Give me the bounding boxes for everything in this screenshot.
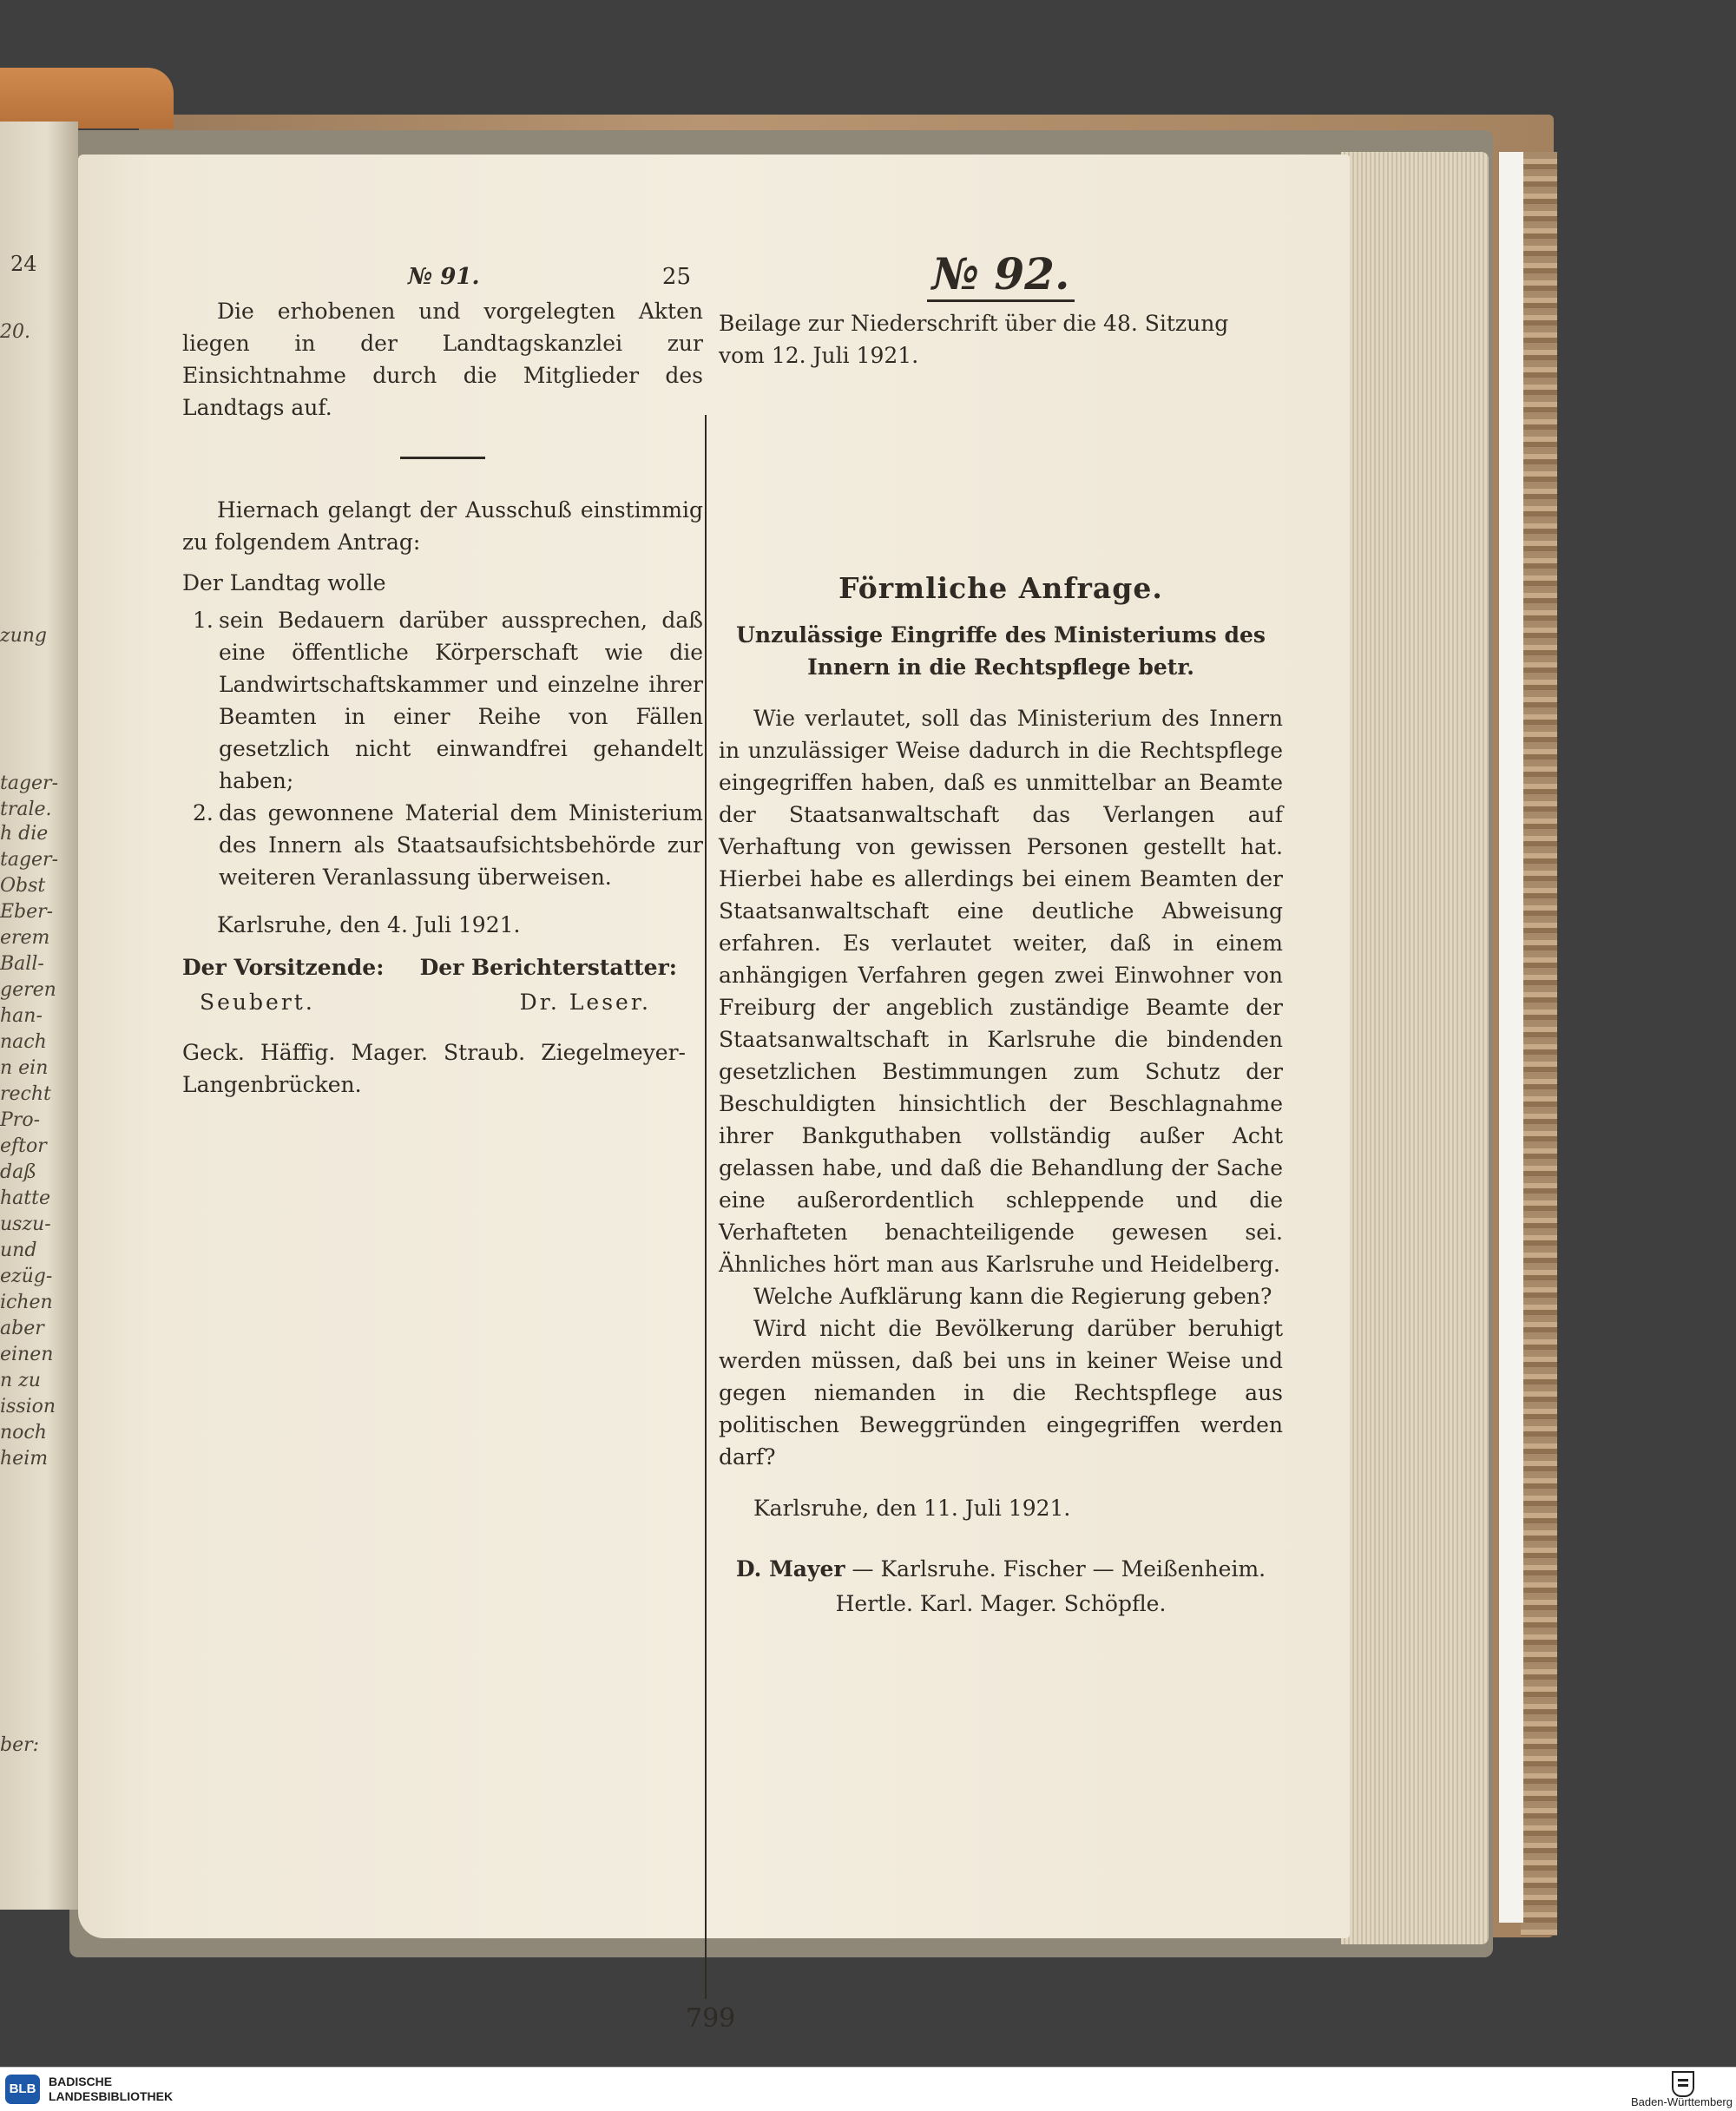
chair-name: Seubert.: [200, 990, 315, 1015]
doc91-number: № 91.: [408, 264, 480, 290]
doc92-subject: Unzulässige Eingriffe des Ministeriums des Innern in die Rechtspflege betr.: [736, 622, 1266, 680]
item-text: sein Bedauern darüber aussprechen, daß eine öffentliche Körperschaft wie die Landwirtschaftskammer und einzelne ihrer Beamten in einer Reihe von Fällen gesetzlich nicht einwandfrei gehandelt haben;: [219, 608, 703, 793]
doc91-header: [182, 260, 703, 295]
doc91-paragraph-2: Hiernach gelangt der Ausschuß einstimmig zu folgendem Antrag:: [182, 497, 703, 555]
doc92-supplement: Beilage zur Niederschrift über die 48. Sitzung: [719, 311, 1229, 336]
left-page-fragment: Ball-: [0, 953, 44, 975]
doc92-number: [719, 248, 1283, 300]
doc91-paragraph-3: Der Landtag wolle: [182, 570, 386, 595]
left-page: [0, 122, 78, 1910]
left-page-fragment: uszu-: [0, 1213, 51, 1235]
page-stack-edge: [1341, 152, 1489, 1944]
doc92-paragraph-1: Wie verlautet, soll das Ministerium des Innern in unzulässiger Weise dadurch in die Rechtspflege eingegriffen haben, daß es unmittelbar an Beamte der Staatsanwaltschaft das Verlangen auf Verhaftung von gewissen Personen gestellt hat. Hierbei habe es allerdings bei einem Beamten der Staatsanwaltschaft eine deutliche Abweisung erfahren. Es verlautet weiter, daß in einem anhängigen Verfahren gegen zwei Einwohner von Freiburg der angeblich zuständige Beamte der Staatsanwaltschaft in Karlsruhe die bindenden gesetzlichen Bestimmungen zum Schutz der Beschuldigten hinsichtlich der Beschlagnahme ihrer Bankguthaben vollständig außer Acht gelassen habe, und daß die Behandlung der Sache eine außerordentlich schleppende und die Verhafteten benachteiligende gewesen sei. Ähnliches hört man aus Karlsruhe und Heidelberg.: [719, 706, 1283, 1277]
left-page-fragment: daß: [0, 1161, 36, 1183]
section-rule: [400, 457, 485, 459]
doc92-heading: Förmliche Anfrage.: [838, 571, 1163, 605]
left-page-fragment: ission: [0, 1396, 56, 1417]
left-page-fragment: n zu: [0, 1370, 41, 1391]
left-page-fragment: n ein: [0, 1057, 49, 1079]
footer-bar: [0, 2067, 1736, 2111]
blb-logo[interactable]: BLB: [5, 2075, 40, 2104]
library-name[interactable]: [49, 2075, 173, 2104]
left-page-fragment: einen: [0, 1344, 54, 1365]
library-name-line-1: BADISCHE: [49, 2075, 113, 2088]
left-page-number: 24: [10, 252, 37, 276]
doc91-signatures: [182, 955, 703, 1024]
doc91-place-date: Karlsruhe, den 4. Juli 1921.: [217, 912, 521, 937]
item-number: 2.: [193, 800, 214, 825]
doc92-place-date: Karlsruhe, den 11. Juli 1921.: [753, 1496, 1071, 1521]
lead-signer: D. Mayer: [735, 1556, 845, 1582]
doc92-number-text: № 92.: [927, 248, 1075, 302]
left-page-fragment: und: [0, 1240, 37, 1261]
left-page-fragment: tager-: [0, 773, 59, 794]
left-page-fragment: eftor: [0, 1135, 47, 1157]
main-page: [78, 155, 1350, 2034]
left-page-fragment: ezüg-: [0, 1266, 53, 1287]
left-page-fragment: 20.: [0, 321, 30, 343]
left-page-fragment: recht: [0, 1083, 51, 1105]
left-page-fragment: ber:: [0, 1734, 40, 1756]
doc92-paragraph-2: Welche Aufklärung kann die Regierung geben?: [753, 1284, 1272, 1309]
item-number: 1.: [193, 608, 214, 633]
left-page-fragment: h die: [0, 823, 49, 845]
library-name-line-2: LANDESBIBLIOTHEK: [49, 2089, 174, 2103]
state-crest-icon: [1672, 2071, 1694, 2097]
left-page-fragment: zung: [0, 625, 48, 647]
page-number: 799: [686, 2003, 736, 2034]
left-page-fragment: tager-: [0, 849, 59, 871]
doc92-paragraph-3: Wird nicht die Bevölkerung darüber beruhigt werden müssen, daß bei uns in keiner Weise und gegen niemanden in die Rechtspflege aus politischen Beweggründen eingegriffen werden darf?: [719, 1316, 1283, 1470]
left-page-fragment: heim: [0, 1448, 49, 1470]
doc91-signed-by: Geck. Häffig. Mager. Straub. Ziegelmeyer-Langenbrücken.: [182, 1040, 686, 1097]
document-92: [719, 248, 1283, 1621]
reporter-name: Dr. Leser.: [519, 990, 651, 1015]
white-page-edge: [1499, 152, 1523, 1923]
left-page-fragment: Pro-: [0, 1109, 40, 1131]
left-page-fragment: erem: [0, 927, 50, 949]
left-page-fragment: Obst: [0, 875, 46, 897]
doc92-supplement-date: vom 12. Juli 1921.: [719, 343, 919, 368]
chair-label: Der Vorsitzende:: [182, 955, 385, 980]
state-label: Baden-Württemberg: [1630, 2095, 1733, 2108]
document-91: [182, 260, 703, 1101]
left-page-fragment: ichen: [0, 1292, 53, 1313]
book-cover-edge: [1521, 152, 1557, 1936]
left-page-fragment: han-: [0, 1005, 43, 1027]
left-page-fragment: trale.: [0, 799, 52, 820]
left-page-fragment: Eber-: [0, 901, 54, 923]
doc91-paragraph-1: Die erhobenen und vorgelegten Akten liegen in der Landtagskanzlei zur Einsichtnahme durch die Mitglieder des Landtags auf.: [182, 299, 703, 420]
left-page-fragment: hatte: [0, 1187, 50, 1209]
item-text: das gewonnene Material dem Ministerium des Innern als Staatsaufsichtsbehörde zur weiteren Veranlassung überweisen.: [219, 800, 703, 890]
doc92-signers-line-2: Hertle. Karl. Mager. Schöpfle.: [835, 1591, 1167, 1616]
doc92-signers-line-1: [719, 1552, 1283, 1587]
book-spine-top: [0, 68, 174, 128]
left-page-fragment: aber: [0, 1318, 44, 1339]
column-divider: [705, 415, 707, 1999]
left-page-fragment: geren: [0, 979, 56, 1001]
doc92-signers: [719, 1552, 1283, 1621]
doc91-motion-list: [182, 604, 703, 893]
left-page-fragment: noch: [0, 1422, 47, 1444]
doc91-page-number: 25: [661, 264, 691, 290]
signers-rest: — Karlsruhe. Fischer — Meißenheim.: [845, 1556, 1266, 1582]
reporter-label: Der Berichterstatter:: [419, 955, 677, 980]
left-page-fragment: nach: [0, 1031, 47, 1053]
doc91-motion-item: [182, 797, 703, 893]
doc91-motion-item: [182, 604, 703, 797]
